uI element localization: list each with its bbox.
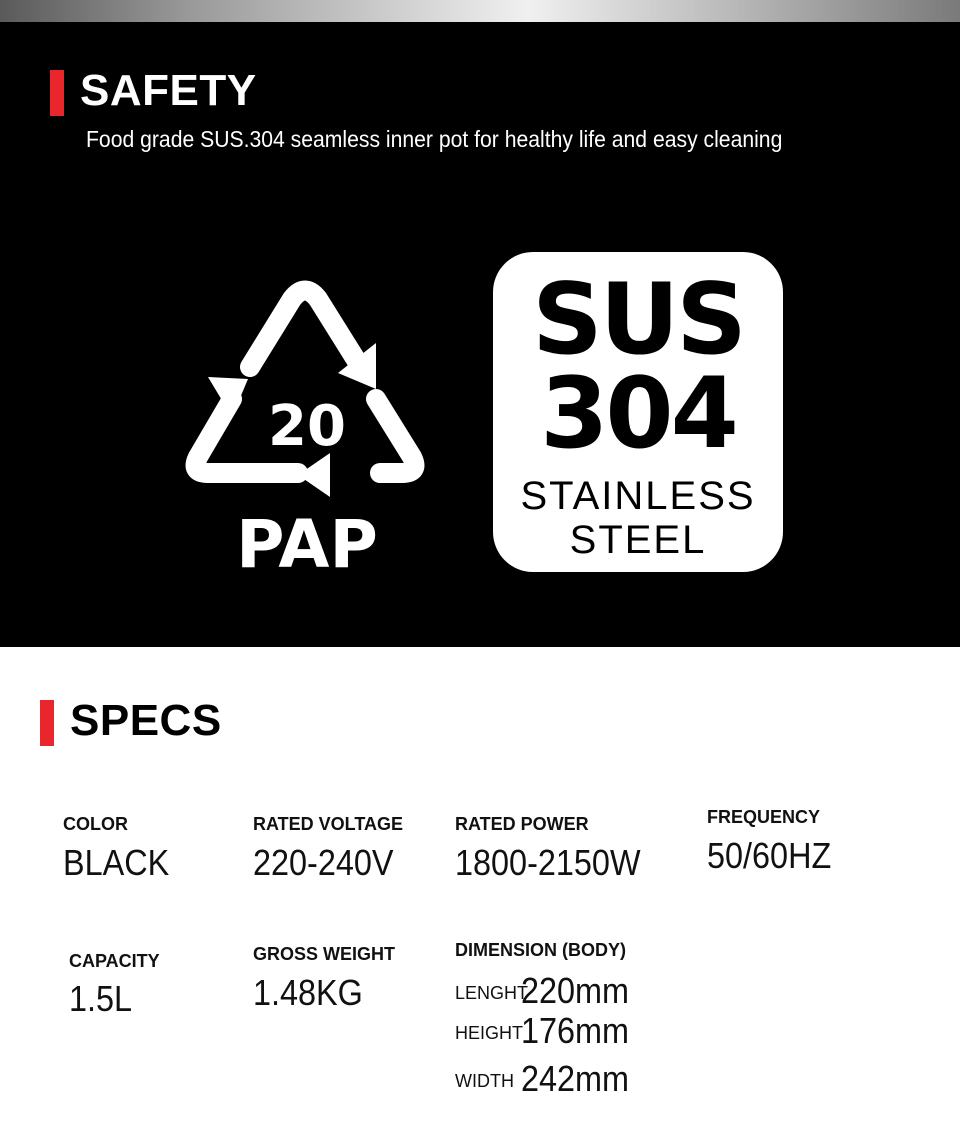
safety-subtitle: Food grade SUS.304 seamless inner pot for healthy life and easy cleaning	[86, 126, 783, 152]
spec-value-power: 1800-2150W	[455, 842, 641, 883]
spec-label-capacity: CAPACITY	[69, 951, 160, 971]
safety-accent-bar	[50, 70, 64, 116]
dim-label-length: LENGHT	[455, 983, 529, 1003]
dim-value-width: 242mm	[521, 1058, 630, 1099]
spec-value-gross-weight: 1.48KG	[253, 972, 363, 1013]
recycle-triangle-icon	[180, 277, 435, 577]
recycle-number: 20	[268, 394, 346, 459]
dim-value-height: 176mm	[521, 1010, 630, 1051]
badge-line-stainless: STAINLESS	[520, 474, 756, 518]
spec-label-color: COLOR	[63, 814, 128, 834]
spec-label-power: RATED POWER	[455, 814, 589, 834]
specs-title: SPECS	[70, 696, 222, 745]
metallic-top-strip	[0, 0, 960, 22]
recycle-symbol	[180, 277, 435, 577]
spec-value-voltage: 220-240V	[253, 842, 394, 883]
sus304-badge	[493, 252, 783, 572]
spec-label-dimension: DIMENSION (BODY)	[455, 940, 626, 960]
dim-label-height: HEIGHT	[455, 1023, 524, 1043]
recycle-code: PAP	[236, 506, 378, 577]
dim-label-width: WIDTH	[455, 1071, 514, 1091]
dim-value-length: 220mm	[521, 970, 630, 1011]
badge-line-sus: SUS	[532, 263, 744, 377]
safety-section	[0, 22, 960, 647]
spec-value-capacity: 1.5L	[69, 978, 133, 1019]
spec-label-gross-weight: GROSS WEIGHT	[253, 944, 396, 964]
spec-value-color: BLACK	[63, 842, 170, 883]
spec-label-frequency: FREQUENCY	[707, 807, 821, 827]
safety-title: SAFETY	[80, 66, 257, 115]
specs-accent-bar	[40, 700, 54, 746]
spec-label-voltage: RATED VOLTAGE	[253, 814, 403, 834]
spec-value-frequency: 50/60HZ	[707, 835, 832, 876]
badge-line-steel: STEEL	[569, 518, 707, 562]
badge-line-304: 304	[540, 357, 736, 471]
